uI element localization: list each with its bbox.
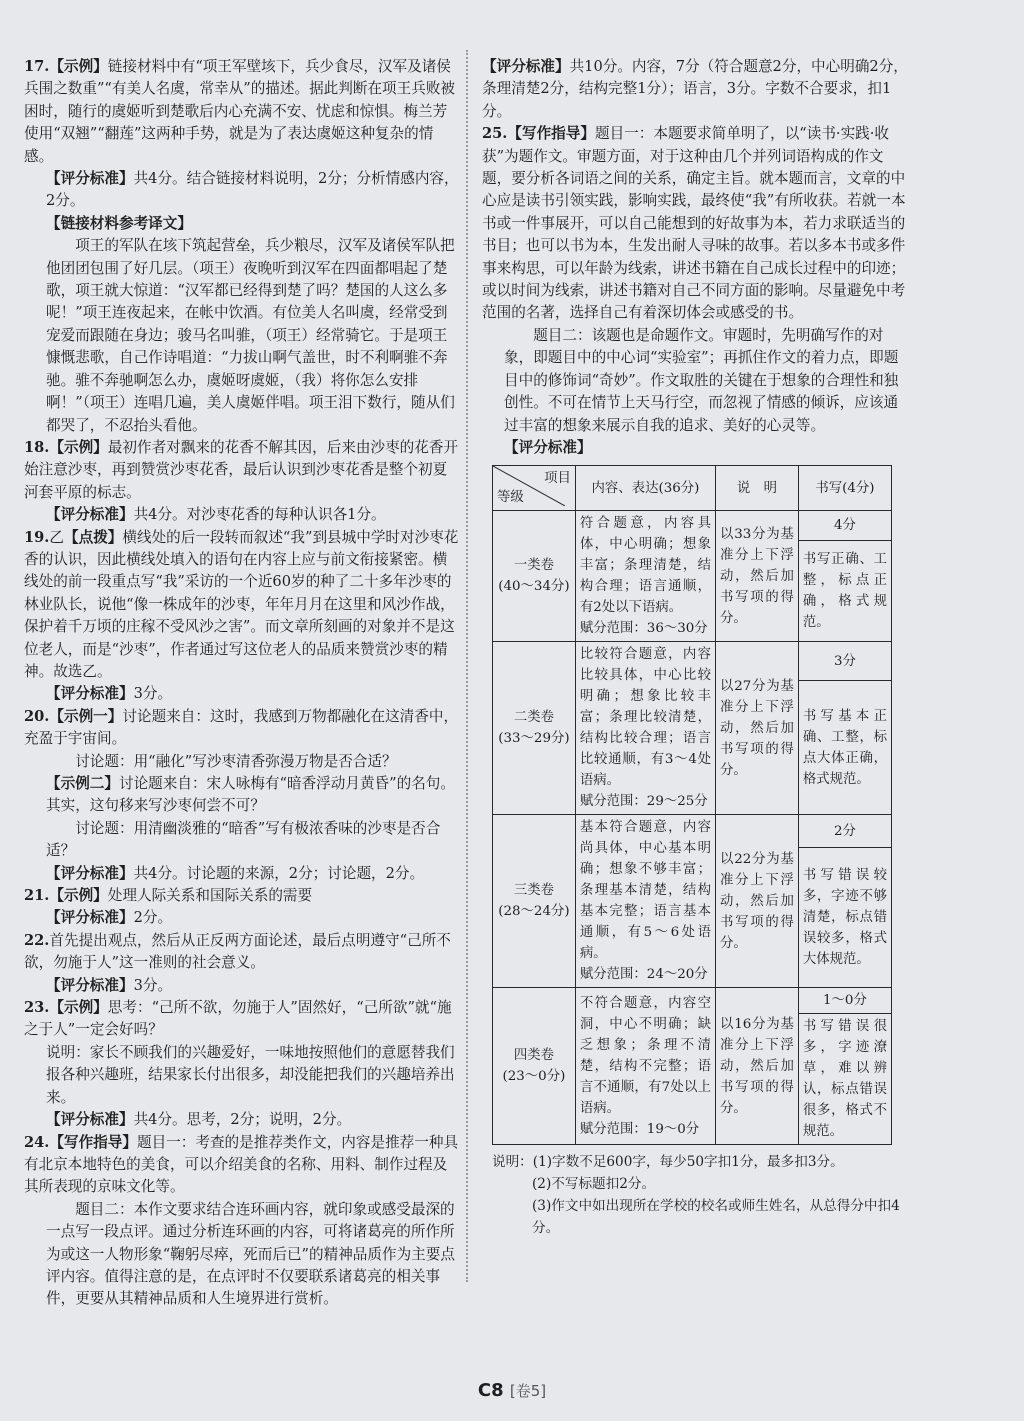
notes — [492, 1151, 912, 1239]
writing-desc: 书写错误较多，字迹不够清楚，标点错误较多，格式大体规范。 — [798, 848, 891, 988]
score-standard — [24, 168, 459, 213]
q24-score-standard — [482, 56, 912, 123]
content-cell — [575, 815, 715, 988]
header-explanation: 说 明 — [716, 466, 799, 511]
volume-tag: [卷5] — [509, 1382, 547, 1400]
example-two — [24, 773, 459, 818]
answer-text: 题目一：考查的是推荐类作文，内容是推荐一种具有北京本地特色的美食，可以介绍美食的名称、用料、制作过程及其所表现的京味文化等。 — [24, 1133, 459, 1196]
score-standard — [24, 1109, 459, 1131]
example-label: 【示例】 — [49, 438, 108, 456]
explanation-cell: 以33分为基准分上下浮动，然后加书写项的得分。 — [716, 511, 799, 642]
column-divider — [466, 50, 468, 1282]
score-standard — [24, 683, 459, 705]
note-3: (3)作文中如出现所在学校的校名或师生姓名，从总得分中扣4分。 — [532, 1198, 900, 1237]
score-standard — [24, 863, 459, 885]
score-label: 【评分标准】 — [46, 909, 134, 927]
score-label: 【评分标准】 — [46, 976, 134, 994]
topic-two-text: 题目二：该题也是命题作文。审题时，先明确写作的对象，即题目中的中心词“实验室”；再抓住作文的着力点，即题目中的修饰词“奇妙”。作文取胜的关键在于想象的合理性和独创性。不可在情节上天马行空，而忽视了情感的倾诉，应该通过丰富的想象来展示自我的追求、美好的心灵等。 — [504, 326, 899, 434]
question-number: 19. — [24, 528, 50, 546]
question-number: 17. — [24, 58, 50, 75]
page-footer — [0, 1380, 1024, 1401]
grade-cell — [493, 988, 576, 1145]
table-row — [493, 988, 892, 1014]
left-column — [24, 56, 459, 1311]
writing-guide-label: 【写作指导】 — [507, 125, 595, 143]
right-column — [482, 56, 912, 1239]
table-row — [493, 642, 892, 681]
score-text: 3分。 — [133, 685, 173, 703]
example-label: 【示例】 — [49, 887, 108, 905]
writing-score: 3分 — [798, 642, 891, 681]
answer-text: 讨论题来自：宋人咏梅有“暗香浮动月黄昏”的名句。其实，这句移来写沙枣何尝不可？ — [46, 775, 455, 815]
question-21 — [24, 885, 459, 907]
score-text: 2分。 — [133, 909, 173, 927]
writing-score: 1～0分 — [798, 988, 891, 1014]
question-number: 18. — [24, 438, 50, 456]
note-1: 说明：(1)字数不足600字，每少50字扣1分，最多扣3分。 — [492, 1154, 844, 1171]
grade-range: (33～29分) — [498, 731, 570, 747]
table-body — [493, 511, 892, 1145]
writing-guide-label: 【写作指导】 — [49, 1133, 137, 1151]
question-20 — [24, 706, 459, 751]
score-text: 共10分。内容，7分（符合题意2分，中心明确2分，条理清楚2分，结构完整1分）；语言，3分。字数不合要求，扣1分。 — [482, 58, 908, 120]
grade-cell — [493, 642, 576, 815]
question-number: 24. — [24, 1133, 50, 1151]
question-number: 20. — [24, 707, 50, 725]
header-writing: 书写(4分) — [798, 466, 891, 511]
content-desc: 不符合题意，内容空洞，中心不明确；缺乏想象；条理不清楚，结构不完整；语言不通顺，有7处以上语病。 — [579, 995, 712, 1116]
question-number: 22. — [24, 931, 50, 949]
content-range: 赋分范围：24～20分 — [579, 967, 708, 983]
grade-range: (28～24分) — [498, 904, 570, 920]
example-two-label: 【示例二】 — [46, 775, 119, 792]
answer-text: 链接材料中有“项王军壁垓下，兵少食尽，汉军及诸侯兵围之数重”“有美人名虞，常幸从”的描述。据此判断在项王兵败被困时，随行的虞姬听到楚歌后内心充满不安、忧虑和惊惧。梅兰芳使用“双翘”“翻莲”这两种手势，就是为了表达虞姬这种复杂的情感。 — [24, 58, 456, 165]
question-17 — [24, 56, 459, 168]
note-2: (2)不写标题扣2分。 — [532, 1176, 656, 1193]
answer-text: 讨论题来自：这时，我感到万物都融化在这清香中，充盈于宇宙间。 — [24, 707, 459, 748]
question-25 — [482, 123, 912, 325]
question-23 — [24, 997, 459, 1042]
question-number: 25. — [482, 125, 508, 143]
table-header-row — [493, 466, 892, 511]
writing-desc: 书写正确、工整，标点正确，格式规范。 — [798, 540, 891, 641]
explanation-cell: 以22分为基准分上下浮动，然后加书写项的得分。 — [716, 815, 799, 988]
content-desc: 符合题意，内容具体，中心明确；想象丰富；条理清楚，结构合理；语言通顺，有2处以下语病。 — [579, 516, 712, 616]
grade-name: 四类卷 — [513, 1048, 555, 1064]
content-desc: 比较符合题意，内容比较具体，中心比较明确；想象比较丰富；条理比较清楚，结构比较合理；语言比较通顺，有3～4处语病。 — [579, 647, 712, 789]
content-cell — [575, 988, 715, 1145]
writing-desc: 书写错误很多，字迹潦草，难以辨认，标点错误很多，格式不规范。 — [798, 1014, 891, 1145]
discussion-one: 讨论题：用“融化”写沙枣清香弥漫万物是否合适？ — [75, 752, 397, 770]
grade-name: 二类卷 — [513, 710, 555, 726]
content-range: 赋分范围：19～0分 — [579, 1121, 700, 1137]
example-label: 【示例】 — [49, 58, 108, 75]
answer-text: 处理人际关系和国际关系的需要 — [107, 887, 313, 905]
writing-desc: 书写基本正确、工整，标点大体正确，格式规范。 — [798, 681, 891, 815]
grade-cell — [493, 815, 576, 988]
grade-name: 一类卷 — [513, 558, 555, 574]
writing-score: 4分 — [798, 511, 891, 541]
example-one-label: 【示例一】 — [49, 707, 123, 725]
question-24 — [24, 1132, 459, 1199]
hint-label: 【点拨】 — [64, 528, 123, 546]
answer-text: 最初作者对飘来的花香不解其因，后来由沙枣的花香开始注意沙枣，再到赞赏沙枣花香，最后认识到沙枣花香是整个初夏河套平原的标志。 — [24, 438, 459, 501]
score-label: 【评分标准】 — [46, 685, 134, 703]
question-18 — [24, 437, 459, 504]
question-19 — [24, 527, 459, 684]
table-row — [493, 815, 892, 848]
header-item: 项目 — [544, 471, 571, 487]
content-cell — [575, 511, 715, 642]
score-text: 共4分。结合链接材料说明，2分；分析情感内容，2分。 — [46, 170, 459, 210]
grade-range: (40～34分) — [498, 579, 570, 595]
score-text: 共4分。对沙枣花香的每种认识各1分。 — [133, 506, 386, 524]
page-number: C8 — [477, 1380, 504, 1401]
content-range: 赋分范围：36～30分 — [579, 621, 708, 637]
score-standard — [24, 907, 459, 929]
score-label: 【评分标准】 — [46, 506, 134, 524]
answer-text: 思考：“己所不欲，勿施于人”固然好，“己所欲”就“施之于人”一定会好吗？ — [24, 999, 452, 1039]
header-diagonal-cell — [493, 466, 576, 511]
question-number: 23. — [24, 999, 50, 1017]
grading-table — [492, 465, 892, 1145]
writing-score: 2分 — [798, 815, 891, 848]
content-range: 赋分范围：29～25分 — [579, 794, 708, 810]
table-row — [493, 511, 892, 541]
score-label: 【评分标准】 — [46, 864, 134, 882]
grade-cell — [493, 511, 576, 642]
grade-range: (23～0分) — [502, 1069, 566, 1085]
content-cell — [575, 642, 715, 815]
answer-text: 首先提出观点，然后从正反两方面论述，最后点明遵守“己所不欲，勿施于人”这一准则的社会意义。 — [24, 931, 451, 972]
score-text: 3分。 — [133, 976, 173, 994]
header-grade: 等级 — [497, 490, 524, 506]
answer-text: 横线处的后一段转而叙述“我”到县城中学时对沙枣花香的认识，因此横线处填入的语句在内容上应与前文衔接紧密。横线处的前一段重点写“我”采访的一个近60岁的种了二十多年沙枣的林业队长，说他“像一株成年的沙枣，年年月月在这里和风沙作战，保护着千万顷的庄稼不受风沙之害”。而文章所刻画的对象并不是这位老人，而是“沙枣”，作者通过写这位老人的品质来赞赏沙枣的精神。故选乙。 — [24, 528, 459, 680]
topic-two-text: 题目二：本作文要求结合连环画内容，就印象或感受最深的一点写一段点评。通过分析连环画的内容，可将诸葛亮的所作所为或这一人物形象“鞠躬尽瘁，死而后已”的精神品质作为主要点评内容。值得注意的是，在点评时不仅要联系诸葛亮的相关事件，更要从其精神品质和人生境界进行赏析。 — [46, 1200, 455, 1308]
score-label: 【评分标准】 — [504, 438, 592, 456]
score-standard — [24, 975, 459, 997]
grade-name: 三类卷 — [513, 883, 555, 899]
score-label: 【评分标准】 — [482, 58, 570, 75]
score-standard — [24, 504, 459, 526]
explanation-text: 说明：家长不顾我们的兴趣爱好，一味地按照他们的意愿替我们报各种兴趣班，结果家长付出很多，却没能把我们的兴趣培养出来。 — [46, 1043, 455, 1106]
question-number: 21. — [24, 887, 50, 905]
explanation-cell: 以16分为基准分上下浮动，然后加书写项的得分。 — [716, 988, 799, 1145]
score-text: 共4分。思考，2分；说明，2分。 — [133, 1111, 352, 1129]
answer-text: 题目一：本题要求简单明了，以“读书·实践·收获”为题作文。审题方面，对于这种由几个并列词语构成的作文题，要分析各词语之间的关系，确定主旨。就本题而言，文章的中心应是读书引领实践，影响实践，最终使“我”有所收获。若就一本书或一件事展开，可以自己能想到的好故事为本，若力求联适当的书目；也可以书为本，生发出耐人寻味的故事。若以多本书或多件事来构思，可以年龄为线索，讲述书籍在自己成长过程中的印迹；或以时间为线索，讲述书籍对自己不同方面的影响。尽量避免中考范围的名著，选择自己有着深切体会或感受的书。 — [482, 125, 906, 322]
translation-label: 【链接材料参考译文】 — [46, 214, 192, 232]
score-text: 共4分。讨论题的来源，2分；讨论题，2分。 — [133, 864, 425, 882]
header-content: 内容、表达(36分) — [575, 466, 715, 511]
translation-text: 项王的军队在垓下筑起营垒，兵少粮尽，汉军及诸侯军队把他团团包围了好几层。（项王）夜晚听到汉军在四面都唱起了楚歌，项王就大惊道：“汉军都已经得到楚了吗？楚国的人这么多呢！”项王连夜起来，在帐中饮酒。有位美人名叫虞，经常受到宠爱而跟随在身边；骏马名叫骓，（项王）经常骑它。于是项王慷慨悲歌，自己作诗唱道：“力拔山啊气盖世，时不利啊骓不奔驰。骓不奔驰啊怎么办，虞姬呀虞姬，（我）将你怎么安排啊！”（项王）连唱几遍，美人虞姬伴唱。项王泪下数行，随从们都哭了，不忍抬头看他。 — [46, 237, 455, 434]
content-desc: 基本符合题意，内容尚具体，中心基本明确；想象不够丰富；条理基本清楚，结构基本完整；语言基本通顺，有5～6处语病。 — [579, 820, 712, 962]
answer-choice: 乙 — [49, 528, 64, 546]
discussion-two: 讨论题：用清幽淡雅的“暗香”写有极浓香味的沙枣是否合适？ — [46, 819, 441, 860]
question-22 — [24, 930, 459, 975]
score-label: 【评分标准】 — [46, 1111, 134, 1129]
example-label: 【示例】 — [49, 999, 108, 1017]
score-label: 【评分标准】 — [46, 170, 134, 188]
explanation-cell: 以27分为基准分上下浮动，然后加书写项的得分。 — [716, 642, 799, 815]
